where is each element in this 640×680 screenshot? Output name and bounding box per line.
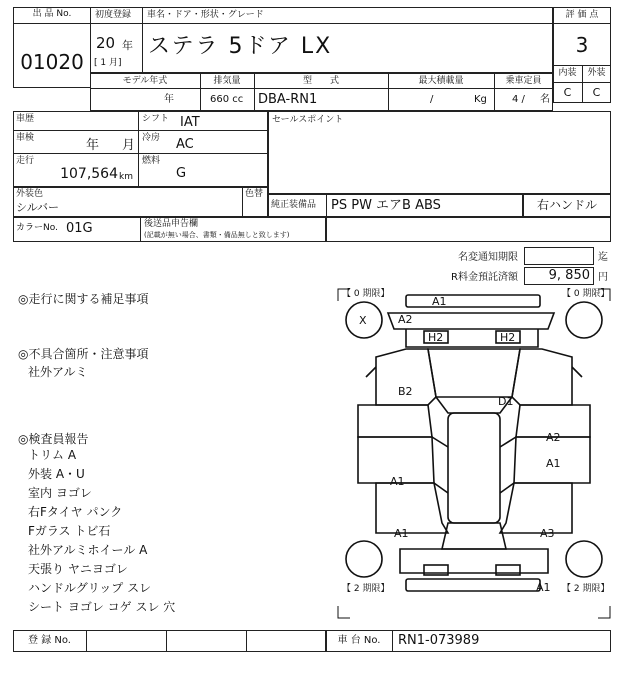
inspector-item: 社外アルミホイール A — [28, 543, 148, 557]
recycle-value: 9, 850 — [548, 268, 590, 283]
reg-month: [ 1 月] — [94, 58, 122, 68]
chassis-value: RN1-073989 — [398, 633, 480, 648]
interior-label: 内装 — [558, 68, 577, 78]
inspection-month: 月 — [122, 138, 136, 153]
name-change-label: 名変通知期限 — [458, 252, 518, 263]
damage-left-rear-door: A1 — [390, 475, 405, 488]
spare-mark: X — [359, 314, 367, 327]
mileage-label: 走行 — [16, 156, 35, 166]
exterior-color-label: 外装色 — [16, 189, 44, 199]
model-year-unit: 年 — [164, 94, 174, 105]
max-load-label: 最大積載量 — [418, 76, 464, 86]
ac-value: AC — [176, 137, 194, 152]
driving-heading: ◎走行に関する補足事項 — [18, 292, 149, 306]
car-name: ステラ 5ドア LX — [148, 34, 333, 59]
damage-rear-bumper: A1 — [536, 581, 551, 594]
front-right-tire-circle — [566, 302, 602, 338]
defects-heading: ◎不具合箇所・注意事項 — [18, 347, 149, 361]
vehicle-damage-diagram — [336, 287, 612, 620]
capacity-unit: 名 — [540, 94, 550, 105]
reg-year: 20 — [96, 34, 116, 52]
post-docs-fill — [326, 217, 611, 242]
inspector-item: 外装 A・U — [28, 467, 85, 481]
exterior-grade: C — [592, 86, 601, 99]
model-code-value: DBA-RN1 — [258, 92, 318, 107]
rear-left-tire-circle — [346, 541, 382, 577]
equipment-label: 純正装備品 — [271, 200, 317, 210]
exterior-color-value: シルバー — [16, 201, 59, 214]
name-change-unit: 迄 — [598, 252, 608, 263]
chassis-label: 車 台 No. — [337, 635, 381, 646]
ac-label: 冷房 — [142, 133, 161, 143]
max-load-unit: Kg — [474, 94, 487, 105]
exterior-label: 外装 — [587, 68, 606, 78]
tag-bottom-left: 【 2 期限】 — [342, 584, 390, 594]
damage-left-headlight: H2 — [428, 331, 444, 344]
lot-label: 出 品 No. — [32, 9, 72, 19]
sales-points-label: セールスポイント — [272, 115, 344, 125]
damage-front-bumper: A1 — [432, 295, 447, 308]
damage-right-front-door: D1 — [498, 395, 514, 408]
post-docs-note: (記載が無い場合、書類・備品無しと致します) — [144, 231, 290, 239]
damage-right-rear-door: A1 — [546, 457, 561, 470]
capacity-label: 乗車定員 — [505, 76, 542, 86]
name-change-value — [524, 247, 594, 265]
lot-number: 01020 — [20, 50, 84, 74]
color-no-label: カラーNo. — [16, 223, 58, 233]
grade-label: 評 価 点 — [565, 10, 599, 20]
interior-grade: C — [563, 86, 572, 99]
color-change-label: 色替 — [245, 189, 264, 199]
model-desc-label: 車名・ドア・形状・グレード — [147, 10, 264, 20]
recycle-label: R料金預託済額 — [451, 272, 518, 283]
inspector-item: Fガラス トビ石 — [28, 524, 111, 538]
year-unit: 年 — [122, 39, 133, 52]
damage-left-rear-quarter: A1 — [394, 527, 409, 540]
damage-right-rear-quarter: A3 — [540, 527, 555, 540]
displacement-label: 排気量 — [213, 76, 241, 86]
damage-left-front-fender: B2 — [398, 385, 413, 398]
inspector-item: トリム A — [28, 448, 77, 462]
inspector-item: 右Fタイヤ パンク — [28, 505, 123, 519]
steering-value: 右ハンドル — [536, 198, 597, 212]
grade-value: 3 — [575, 33, 589, 57]
damage-right-headlight: H2 — [500, 331, 516, 344]
reg-no-label: 登 録 No. — [28, 635, 71, 646]
inspector-item: シート ヨゴレ コゲ スレ 穴 — [28, 600, 176, 614]
model-year-label: モデル年式 — [122, 76, 168, 86]
rear-right-tire-circle — [566, 541, 602, 577]
defects-item: 社外アルミ — [28, 365, 88, 379]
inspector-heading: ◎検査員報告 — [18, 432, 89, 446]
tag-top-right: 【 0 期限】 — [562, 289, 610, 299]
inspection-label: 車検 — [16, 133, 35, 143]
tag-top-left: 【 0 期限】 — [342, 289, 390, 299]
post-docs-label: 後送品申告欄 — [144, 219, 199, 229]
inspector-item: 天張り ヤニヨゴレ — [28, 562, 128, 576]
first-reg-label: 初度登録 — [95, 10, 132, 20]
capacity-value: 4 / — [512, 94, 525, 105]
damage-right-rear-door-top: A2 — [546, 431, 561, 444]
mileage-value: 107,564 — [60, 166, 118, 182]
inspector-item: ハンドルグリップ スレ — [28, 581, 152, 595]
equipment-value: PS PW エアB ABS — [331, 198, 441, 213]
fuel-label: 燃料 — [142, 156, 161, 166]
fuel-value: G — [176, 166, 187, 181]
mileage-unit: km — [119, 172, 133, 182]
shift-value: IAT — [180, 115, 200, 130]
max-load-slash: / — [430, 94, 434, 105]
color-no-value: 01G — [66, 221, 93, 236]
inspector-item: 室内 ヨゴレ — [28, 486, 92, 500]
tag-bottom-right: 【 2 期限】 — [562, 584, 610, 594]
damage-hood: A2 — [398, 313, 413, 326]
model-code-label: 型 式 — [302, 76, 339, 86]
recycle-unit: 円 — [598, 272, 608, 283]
inspection-year: 年 — [86, 138, 100, 153]
displacement-value: 660 cc — [210, 94, 244, 105]
history-label: 車歴 — [16, 114, 35, 124]
shift-label: シフト — [142, 114, 170, 124]
